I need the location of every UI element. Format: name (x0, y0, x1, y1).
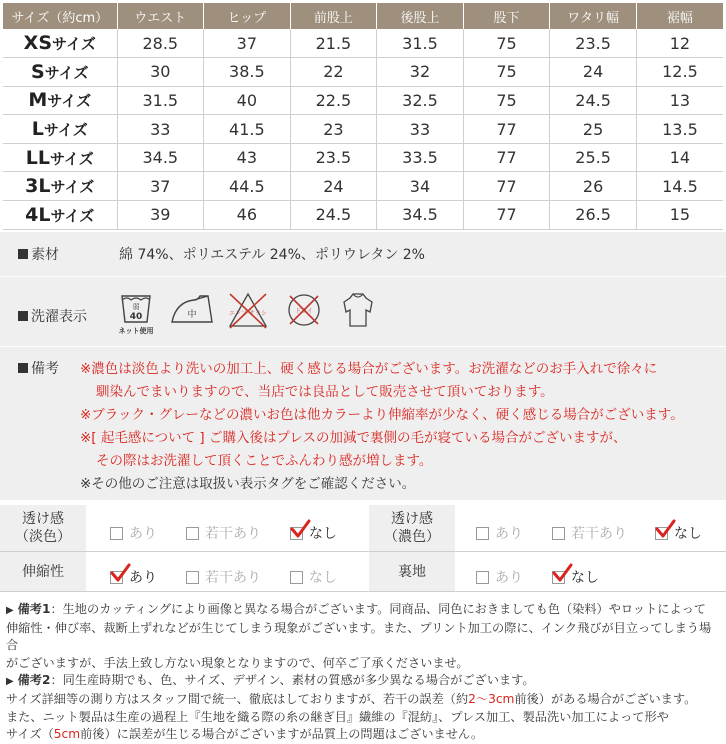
svg-text:ネット使用: ネット使用 (118, 327, 154, 335)
size-value-cell: 23 (290, 115, 377, 144)
option-checkbox[interactable] (110, 567, 157, 587)
option-checkbox[interactable] (110, 523, 157, 543)
option-label: 若干あり (571, 526, 627, 542)
size-value-cell: 28.5 (117, 29, 204, 58)
size-value-cell: 41.5 (204, 115, 291, 144)
option-checkbox[interactable] (476, 523, 523, 543)
note2-line: ▶ 備考2：同生産時期でも、色、サイズ、デザイン、素材の質感が多少異なる場合がございます。 (6, 673, 535, 688)
size-value-cell: 32.5 (377, 86, 464, 115)
checkbox-icon (476, 527, 489, 540)
option-label: なし (674, 526, 702, 542)
size-value-cell: 24.5 (550, 86, 637, 115)
size-row (3, 86, 723, 115)
thigh-width-header-cell: ワタリ幅 (550, 3, 637, 29)
size-name-cell: Mサイズ (3, 86, 117, 115)
option-checkbox[interactable] (552, 523, 627, 543)
size-table-header (3, 3, 723, 29)
size-value-cell: 77 (463, 172, 550, 201)
check-mark-icon (654, 518, 676, 540)
svg-text:エンソ サラシ: エンソ サラシ (229, 310, 267, 317)
checkbox-icon (186, 571, 199, 584)
fabric-characteristics (0, 505, 726, 597)
option-label: あり (495, 526, 523, 542)
check-mark-icon (109, 562, 131, 584)
size-value-cell: 24.5 (290, 201, 377, 230)
size-value-cell: 30 (117, 58, 204, 87)
checked-box-icon (655, 527, 668, 540)
option-checkbox[interactable] (186, 567, 261, 587)
size-value-cell: 38.5 (204, 58, 291, 87)
bottom-notes (6, 601, 722, 744)
size-name-cell: LLサイズ (3, 143, 117, 172)
checked-box-icon (290, 527, 303, 540)
lining-label: 裏地 (369, 552, 455, 592)
size-value-cell: 34 (377, 172, 464, 201)
size-value-cell: 25.5 (550, 143, 637, 172)
checkbox-icon (552, 527, 565, 540)
hem-width-header-cell: 裾幅 (636, 3, 723, 29)
option-label: なし (309, 570, 337, 586)
option-label: 若干あり (205, 526, 261, 542)
notes-list (80, 358, 684, 496)
size-value-cell: 21.5 (290, 29, 377, 58)
checkbox-icon (186, 527, 199, 540)
front-rise-header-cell: 前股上 (290, 3, 377, 29)
option-checkbox[interactable] (290, 523, 337, 543)
size-value-cell: 34.5 (117, 143, 204, 172)
size-value-cell: 32 (377, 58, 464, 87)
material-value: 綿 74%、ポリエステル 24%、ポリウレタン 2% (119, 247, 425, 263)
back-rise-header-cell: 後股上 (377, 3, 464, 29)
check-mark-icon (551, 562, 573, 584)
size-value-cell: 39 (117, 201, 204, 230)
size-value-cell: 12 (636, 29, 723, 58)
size-value-cell: 31.5 (117, 86, 204, 115)
size-value-cell: 75 (463, 58, 550, 87)
option-checkbox[interactable] (476, 567, 523, 587)
size-value-cell: 22.5 (290, 86, 377, 115)
size-value-cell: 33.5 (377, 143, 464, 172)
size-value-cell: 15 (636, 201, 723, 230)
checked-box-icon (110, 571, 123, 584)
option-checkbox[interactable] (655, 523, 702, 543)
size-value-cell: 14 (636, 143, 723, 172)
svg-text:弱: 弱 (132, 303, 140, 311)
size-value-cell: 24 (290, 172, 377, 201)
option-label: あり (495, 570, 523, 586)
size-value-cell: 44.5 (204, 172, 291, 201)
size-row (3, 201, 723, 230)
product-info-panel (0, 232, 726, 500)
size-value-cell: 34.5 (377, 201, 464, 230)
notes-label: 備考 (18, 358, 59, 378)
size-name-cell: 3Lサイズ (3, 172, 117, 201)
size-header-cell: サイズ（約cm） (3, 3, 117, 29)
option-label: あり (129, 526, 157, 542)
size-name-cell: Lサイズ (3, 115, 117, 144)
stretch-label: 伸縮性 (0, 552, 86, 592)
size-value-cell: 43 (204, 143, 291, 172)
size-row (3, 58, 723, 87)
option-checkbox[interactable] (186, 523, 261, 543)
size-row (3, 115, 723, 144)
checkbox-icon (476, 571, 489, 584)
size-value-cell: 77 (463, 115, 550, 144)
checked-box-icon (552, 571, 565, 584)
material-label: 素材 (18, 244, 59, 264)
size-value-cell: 77 (463, 143, 550, 172)
waist-header-cell: ウエスト (117, 3, 204, 29)
size-value-cell: 33 (377, 115, 464, 144)
note-line: ※濃色は淡色より洗いの加工上、硬く感じる場合がございます。お洗濯などのお手入れで徐々に (80, 361, 658, 377)
size-value-cell: 12.5 (636, 58, 723, 87)
svg-text:ドライ: ドライ (295, 308, 313, 315)
hip-header-cell: ヒップ (204, 3, 291, 29)
no-bleach-icon (226, 288, 270, 338)
size-value-cell: 23.5 (550, 29, 637, 58)
size-value-cell: 26.5 (550, 201, 637, 230)
size-value-cell: 40 (204, 86, 291, 115)
check-mark-icon (289, 518, 311, 540)
option-label: なし (571, 570, 599, 586)
size-value-cell: 26 (550, 172, 637, 201)
size-row (3, 172, 723, 201)
note-line: その際はお洗濯して頂くことでふんわり感が増します。 (96, 453, 433, 469)
sheer-dark-label: 透け感 （濃色） (369, 505, 455, 552)
svg-text:中: 中 (187, 310, 197, 320)
note-line: 馴染んでまいりますので、当店では良品として販売させて頂いております。 (96, 384, 554, 400)
size-value-cell: 22 (290, 58, 377, 87)
size-value-cell: 46 (204, 201, 291, 230)
size-value-cell: 13 (636, 86, 723, 115)
size-row (3, 29, 723, 58)
note-line: ※その他のご注意は取扱い表示タグをご確認ください。 (80, 476, 416, 492)
no-dry-clean-icon (282, 288, 326, 338)
size-name-cell: Sサイズ (3, 58, 117, 87)
size-value-cell: 33 (117, 115, 204, 144)
note1-line: 伸縮性・伸び率、裁断上ずれなどが生じてしまう現象がございます。また、プリント加工の際に、インク飛びが目立ってしまう場合 (6, 620, 712, 653)
option-label: なし (309, 526, 337, 542)
size-value-cell: 25 (550, 115, 637, 144)
option-label: あり (129, 570, 157, 586)
size-value-cell: 14.5 (636, 172, 723, 201)
note1-line: がございますが、手法上致し方ない現象となりますので、何卒ご了承くださいませ。 (6, 655, 469, 670)
note-line: ※[ 起毛感について ] ご購入後はプレスの加減で裏側の毛が寝ている場合がございますが、 (80, 430, 627, 446)
note2-line: サイズ詳細等の測り方はスタッフ間で統一、徹底はしておりますが、若干の誤差（約2～3cm前後）がある場合がございます。 (6, 691, 697, 706)
option-checkbox[interactable] (552, 567, 599, 587)
size-value-cell: 37 (204, 29, 291, 58)
divider (0, 276, 726, 277)
option-label: 若干あり (205, 570, 261, 586)
size-name-cell: 4Lサイズ (3, 201, 117, 230)
shirt-hang-dry-icon (340, 288, 376, 338)
size-row (3, 143, 723, 172)
hand-wash-40-icon (116, 288, 156, 338)
size-name-cell: XSサイズ (3, 29, 117, 58)
size-value-cell: 77 (463, 201, 550, 230)
checkbox-icon (290, 571, 303, 584)
size-value-cell: 75 (463, 86, 550, 115)
size-value-cell: 13.5 (636, 115, 723, 144)
svg-text:40: 40 (129, 312, 143, 322)
option-checkbox[interactable] (290, 567, 337, 587)
size-value-cell: 75 (463, 29, 550, 58)
size-value-cell: 37 (117, 172, 204, 201)
size-value-cell: 23.5 (290, 143, 377, 172)
note1-line: ▶ 備考1：生地のカッティングにより画像と異なる場合がございます。同商品、同色におきましても色（染料）やロットによって (6, 602, 706, 616)
divider (0, 346, 726, 347)
note2-line: サイズ（5cm前後）に誤差が生じる場合がございますが品質上の問題はございません。 (6, 727, 484, 742)
size-value-cell: 24 (550, 58, 637, 87)
sheer-light-label: 透け感 （淡色） (0, 505, 86, 552)
inseam-header-cell: 股下 (463, 3, 550, 29)
note2-line: また、ニット製品は生産の過程上『生地を織る際の糸の継ぎ目』繊維の『混紡』、プレス加工、製品洗い加工によって形や (6, 709, 669, 724)
iron-medium-icon (168, 288, 216, 338)
size-table (3, 3, 723, 230)
size-value-cell: 31.5 (377, 29, 464, 58)
checkbox-icon (110, 527, 123, 540)
care-label: 洗濯表示 (18, 306, 87, 326)
note-line: ※ブラック・グレーなどの濃いお色は他カラーより伸縮率が少なく、硬く感じる場合がございます。 (80, 407, 684, 423)
